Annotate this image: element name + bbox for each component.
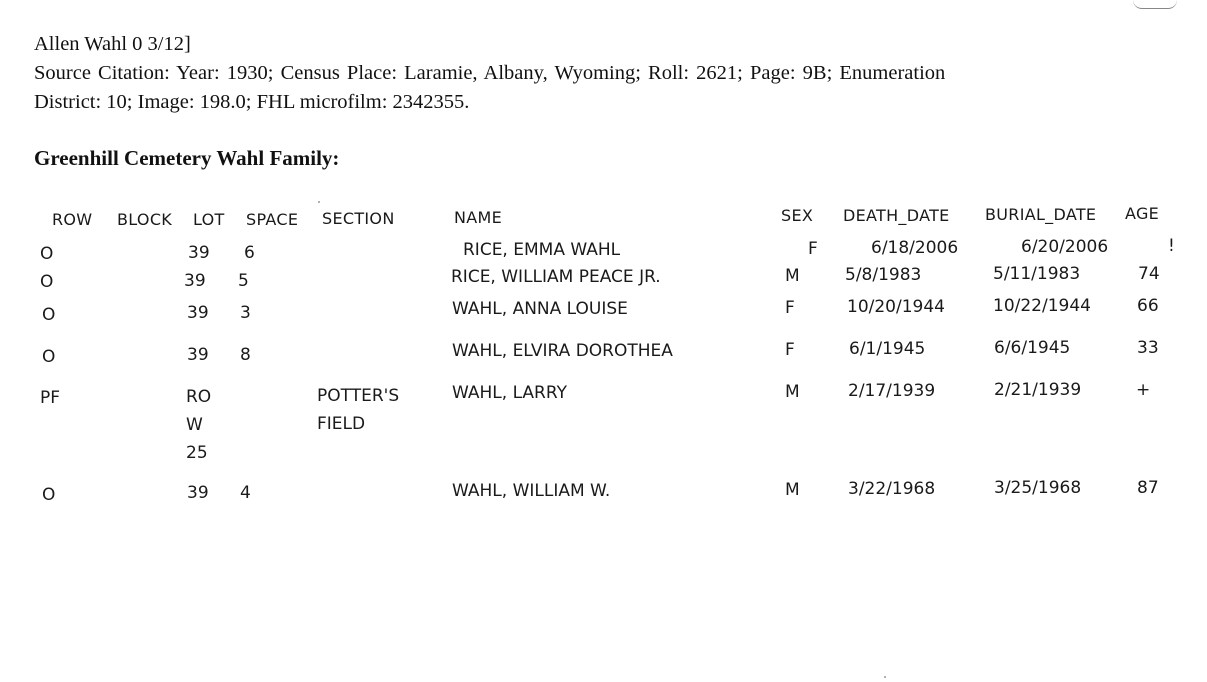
table-cell-lot: 39 (187, 483, 209, 503)
table-cell-lot: 39 (187, 345, 209, 365)
table-cell-age: 66 (1137, 296, 1159, 316)
table-cell-age: 33 (1137, 338, 1159, 358)
table-cell-lot-line: RO (186, 387, 212, 407)
table-cell-space: 6 (244, 243, 255, 263)
table-cell-row: O (42, 305, 56, 325)
table-cell-death-date: 5/8/1983 (845, 265, 922, 285)
column-header-block: BLOCK (117, 210, 173, 229)
table-cell-lot: 39 (184, 271, 206, 291)
column-header-space: SPACE (246, 210, 299, 229)
table-cell-burial-date: 2/21/1939 (994, 380, 1082, 400)
table-cell-age: ! (1168, 236, 1175, 256)
column-header-row: ROW (52, 210, 93, 229)
table-cell-space: 3 (240, 303, 251, 323)
column-header-name: NAME (454, 208, 503, 227)
column-header-sex: SEX (781, 206, 814, 225)
source-citation-line-1: Source Citation: Year: 1930; Census Place: Laramie, Albany, Wyoming; Roll: 2621; Page: 9B; Enumeration (34, 62, 946, 84)
table-cell-death-date: 10/20/1944 (847, 297, 945, 317)
table-cell-row: O (40, 272, 54, 292)
column-header-age: AGE (1125, 204, 1160, 223)
table-cell-space: 5 (238, 271, 249, 291)
column-header-burial-date: BURIAL_DATE (985, 205, 1097, 224)
table-cell-sex: F (785, 340, 795, 360)
column-header-death-date: DEATH_DATE (843, 206, 950, 225)
table-cell-age: + (1136, 380, 1151, 400)
column-header-section: SECTION (322, 209, 395, 228)
table-cell-age: 74 (1138, 264, 1160, 284)
table-cell-row: PF (40, 388, 61, 408)
table-cell-section-line: FIELD (317, 414, 366, 434)
table-cell-burial-date: 3/25/1968 (994, 478, 1082, 498)
table-cell-burial-date: 6/20/2006 (1021, 237, 1109, 257)
table-cell-space: 8 (240, 345, 251, 365)
table-cell-lot-line: 25 (186, 443, 208, 463)
table-cell-row: O (42, 485, 56, 505)
source-citation-line-2: District: 10; Image: 198.0; FHL microfilm: 2342355. (34, 91, 470, 113)
table-cell-row: O (42, 347, 56, 367)
section-title: Greenhill Cemetery Wahl Family: (34, 146, 340, 170)
table-cell-sex: M (785, 266, 800, 286)
table-cell-row: O (40, 244, 54, 264)
table-cell-burial-date: 6/6/1945 (994, 338, 1071, 358)
table-cell-name: RICE, WILLIAM PEACE JR. (451, 267, 661, 287)
table-cell-burial-date: 5/11/1983 (993, 264, 1081, 284)
table-cell-death-date: 6/1/1945 (849, 339, 926, 359)
census-record-line: Allen Wahl 0 3/12] (34, 33, 191, 55)
table-cell-lot: 39 (188, 243, 210, 263)
table-cell-sex: M (785, 382, 800, 402)
table-cell-sex: F (808, 239, 818, 259)
table-cell-name: WAHL, WILLIAM W. (452, 481, 611, 501)
table-cell-lot: 39 (187, 303, 209, 323)
table-cell-name: WAHL, ELVIRA DOROTHEA (452, 341, 673, 361)
table-cell-sex: F (785, 298, 795, 318)
column-header-lot: LOT (193, 210, 225, 229)
table-cell-age: 87 (1137, 478, 1159, 498)
table-cell-death-date: 6/18/2006 (871, 238, 959, 258)
table-cell-name: WAHL, LARRY (452, 383, 567, 403)
table-cell-name: WAHL, ANNA LOUISE (452, 299, 628, 319)
table-cell-name: RICE, EMMA WAHL (463, 240, 621, 260)
table-cell-death-date: 3/22/1968 (848, 479, 936, 499)
table-cell-burial-date: 10/22/1944 (993, 296, 1091, 316)
table-cell-space: 4 (240, 483, 251, 503)
table-cell-sex: M (785, 480, 800, 500)
table-cell-lot-line: W (186, 415, 203, 435)
table-cell-section-line: POTTER'S (317, 386, 400, 406)
table-cell-death-date: 2/17/1939 (848, 381, 936, 401)
